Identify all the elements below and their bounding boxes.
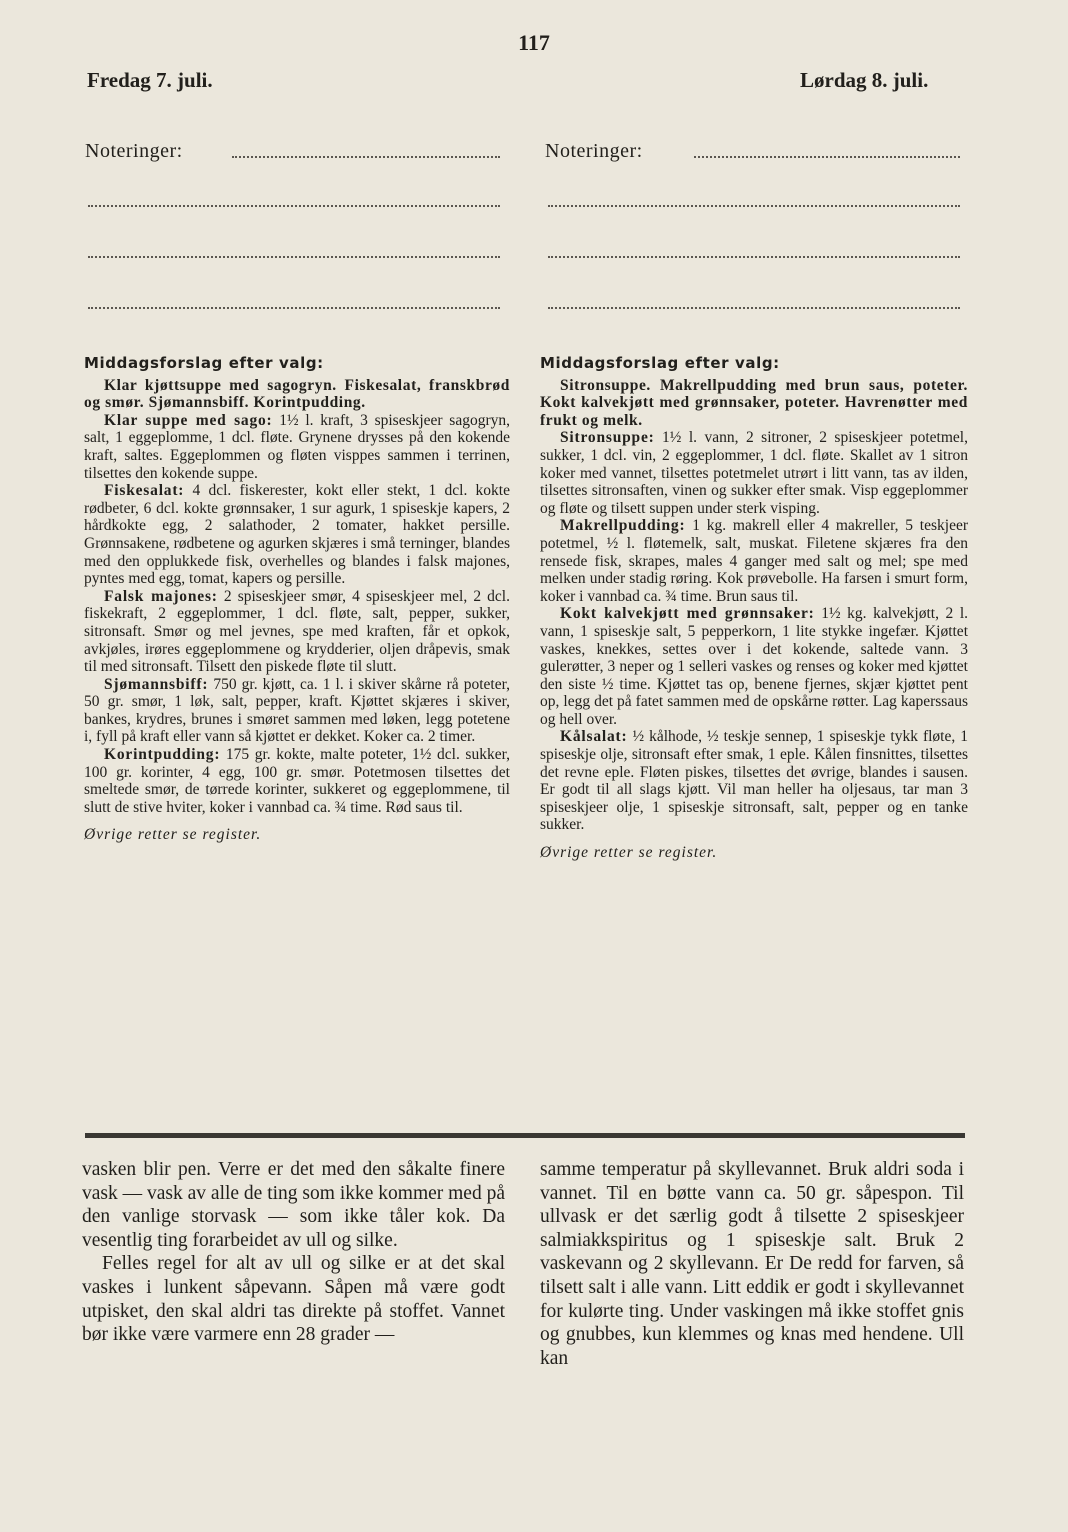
right-recipe	[540, 517, 968, 605]
recipe-text: 1 kg. makrell eller 4 makreller, 5 teskjeer potetmel, ½ l. fløtemelk, salt, muskat. Filetene skjæres fra den rensede fisk, skrapes, males 4 ganger med salt og mel; spe med melken under stadig røring. Kok prøvebolle. Ha farsen i smurt form, koker i vannbad ca. ¾ time. Brun saus til.	[540, 517, 968, 605]
recipe-text: 2 spiseskjeer smør, 4 spiseskjeer mel, 2 dcl. fiskekraft, 2 eggeplommer, 1 dcl. fløte, salt, pepper, sukker, sitronsaft. Smør og mel jevnes, spe med kraften, får et opkok, avkjøles, irøres eggeplommene og krydderier, oljen dråpevis, smak til med sitronsaft. Tilsett den piskede fløte til slutt.	[84, 587, 510, 676]
left-recipe	[84, 588, 510, 676]
recipe-name: Korintpudding:	[104, 746, 221, 764]
body-text-left	[82, 1158, 505, 1347]
recipe-name: Makrellpudding:	[560, 517, 686, 535]
left-notes-line-3	[88, 256, 500, 258]
left-day-title: Fredag 7. juli.	[87, 68, 213, 92]
right-recipe	[540, 728, 968, 834]
recipe-name: Sitronsuppe:	[560, 429, 655, 447]
left-menu: Klar kjøttsuppe med sagogryn. Fiskesalat, franskbrød og smør. Sjømannsbiff. Korintpudding.	[84, 376, 510, 412]
left-notes-label-text: Noteringer:	[85, 140, 183, 162]
recipe-text: 1½ kg. kalvekjøtt, 2 l. vann, 1 spiseskje salt, 5 pepperkorn, 1 lite stykke ingefær. Kjøttet vaskes, knekkes, settes over i det kokende, saltede vann. 3 gulerøtter, 3 neper og 1 selleri vaskes og renses og koker med kjøttet den siste ½ time. Kjøttet tas op, benene fjernes, skjær kjøttet pent op, legg det på fatet sammen med de opskårne røtter. Lag kaperssaus og hell over.	[540, 605, 969, 728]
right-notes-line-1	[694, 156, 960, 158]
right-recipe	[540, 605, 968, 728]
page-number: 117	[518, 30, 550, 55]
left-notes-label	[85, 140, 183, 163]
recipe-name: Kokt kalvekjøtt med grønnsaker:	[560, 605, 815, 623]
left-notes-line-4	[88, 307, 500, 309]
left-recipe	[84, 746, 510, 816]
left-recipe-column	[84, 355, 510, 844]
recipe-text: 4 dcl. fiskerester, kokt eller stekt, 1 dcl. kokte rødbeter, 6 dcl. kokte grønnsaker, 1 sur agurk, 1 spiseskje kapers, 2 hårdkokte egg, 2 salathoder, 2 tomater, hakket persille. Grønnsakene, rødbetene og agurken skjæres i små terninger, blandes med den opplukkede fisk, overhelles og blandes i falsk majones, pyntes med egg, tomat, kapers og persille.	[84, 482, 510, 588]
right-day-title: Lørdag 8. juli.	[800, 68, 929, 92]
right-recipe	[540, 429, 968, 517]
left-other-dishes: Øvrige retter se register.	[84, 826, 262, 844]
recipe-text: 175 gr. kokte, malte poteter, 1½ dcl. sukker, 100 gr. korinter, 4 egg, 100 gr. smør. Potetmosen tilsettes det smeltede smør, de tørrede korinter, sukkeret og eggeplommene, til slutt de stive hviter, koker i vannbad ca. ¾ time. Rød saus til.	[84, 746, 510, 816]
left-notes-line-1	[232, 156, 500, 158]
left-recipe	[84, 412, 510, 482]
recipe-text: 750 gr. kjøtt, ca. 1 l. i skiver skårne rå poteter, 50 gr. smør, 1 løk, salt, pepper, kraft. Kjøttet skjæres i skiver, bankes, krydres, brunes i smøret sammen med løken, legg potetene i, fyll på kraft eller vann så kjøttet er dekket. Koker ca. 2 timer.	[84, 675, 510, 746]
right-notes-line-2	[548, 205, 960, 207]
body-text-right	[540, 1158, 964, 1370]
recipe-name: Sjømannsbiff:	[104, 675, 209, 693]
left-notes-line-2	[88, 205, 500, 207]
recipe-name: Falsk majones:	[104, 587, 218, 605]
left-recipe	[84, 676, 510, 746]
right-notes-label-text: Noteringer:	[545, 140, 643, 162]
left-recipe	[84, 482, 510, 588]
right-other-dishes: Øvrige retter se register.	[540, 844, 718, 862]
right-menu: Sitronsuppe. Makrellpudding med brun saus, poteter. Kokt kalvekjøtt med grønnsaker, poteter. Havrenøtter med frukt og melk.	[540, 376, 968, 429]
right-recipe-column	[540, 355, 968, 862]
recipe-text: ½ kålhode, ½ teskje sennep, 1 spiseskje tykk fløte, 1 spiseskje olje, sitronsaft efter smak, 1 eple. Kålen finsnittes, tilsettes det revne eple. Fløten piskes, tilsettes det øvrige, blandes i sausen. Er godt til all slags kjøtt. Vil man heller ha oljesaus, tar man 3 spiseskjeer olje, 1 spiseskje sitronsaft, salt, pepper og en tanke sukker.	[540, 728, 968, 834]
recipe-name: Kålsalat:	[560, 728, 628, 746]
recipe-text: 1½ l. kraft, 3 spiseskjeer sagogryn, salt, 1 eggeplomme, 1 dcl. fløte. Grynene drysses på den kokende kraft, saltes. Eggeplommen og fløten visppes sammen i terrinen, tilsettes den kokende suppe.	[84, 411, 510, 482]
recipe-name: Klar suppe med sago:	[104, 411, 273, 429]
body-paragraph: samme temperatur på skyllevannet. Bruk aldri soda i vannet. Til en bøtte vann ca. 50 gr. såpespon. Til ullvask er det særlig godt å tilsette 2 spiseskjeer salmiakkspiritus og 1 spiseskje salt. Bruk 2 vaskevann og 2 skyllevann. Er De redd for farven, så tilsett salt i alle vann. Litt eddik er godt i skyllevannet for kulørte ting. Under vaskingen må ikke stoffet gnis og gnubbes, kun klemmes og knas med hendene. Ull kan	[540, 1159, 964, 1369]
body-paragraph: Felles regel for alt av ull og silke er at det skal vaskes i lunkent såpevann. Såpen må være godt utpisket, den skal aldri tas direkte på stoffet. Vannet bør ikke være varmere enn 28 grader —	[82, 1253, 505, 1346]
left-dinner-heading: Middagsforslag efter valg:	[84, 354, 324, 372]
right-dinner-heading: Middagsforslag efter valg:	[540, 354, 780, 372]
right-notes-line-3	[548, 256, 960, 258]
recipe-text: 1½ l. vann, 2 sitroner, 2 spiseskjeer potetmel, sukker, 1 dcl. vin, 2 eggeplommer, 1 dcl. fløte. Skallet av 1 sitron koker med vannet, tilsettes potetmelet utrørt i litt vann, tas av ilden, tilsettes sitronsaften, vinen og sukker efter smak. Visp eggeplommer og fløte og tilsett suppen under sterk visping.	[540, 429, 968, 517]
section-divider	[85, 1133, 965, 1138]
right-notes-line-4	[548, 307, 960, 309]
body-paragraph: vasken blir pen. Verre er det med den såkalte finere vask — vask av alle de ting som ikke kommer med på den vanlige storvask — som ikke tåler kok. Da vesentlig ting forarbeidet av ull og silke.	[82, 1159, 505, 1251]
recipe-name: Fiskesalat:	[104, 482, 185, 500]
right-notes-label	[545, 140, 643, 163]
